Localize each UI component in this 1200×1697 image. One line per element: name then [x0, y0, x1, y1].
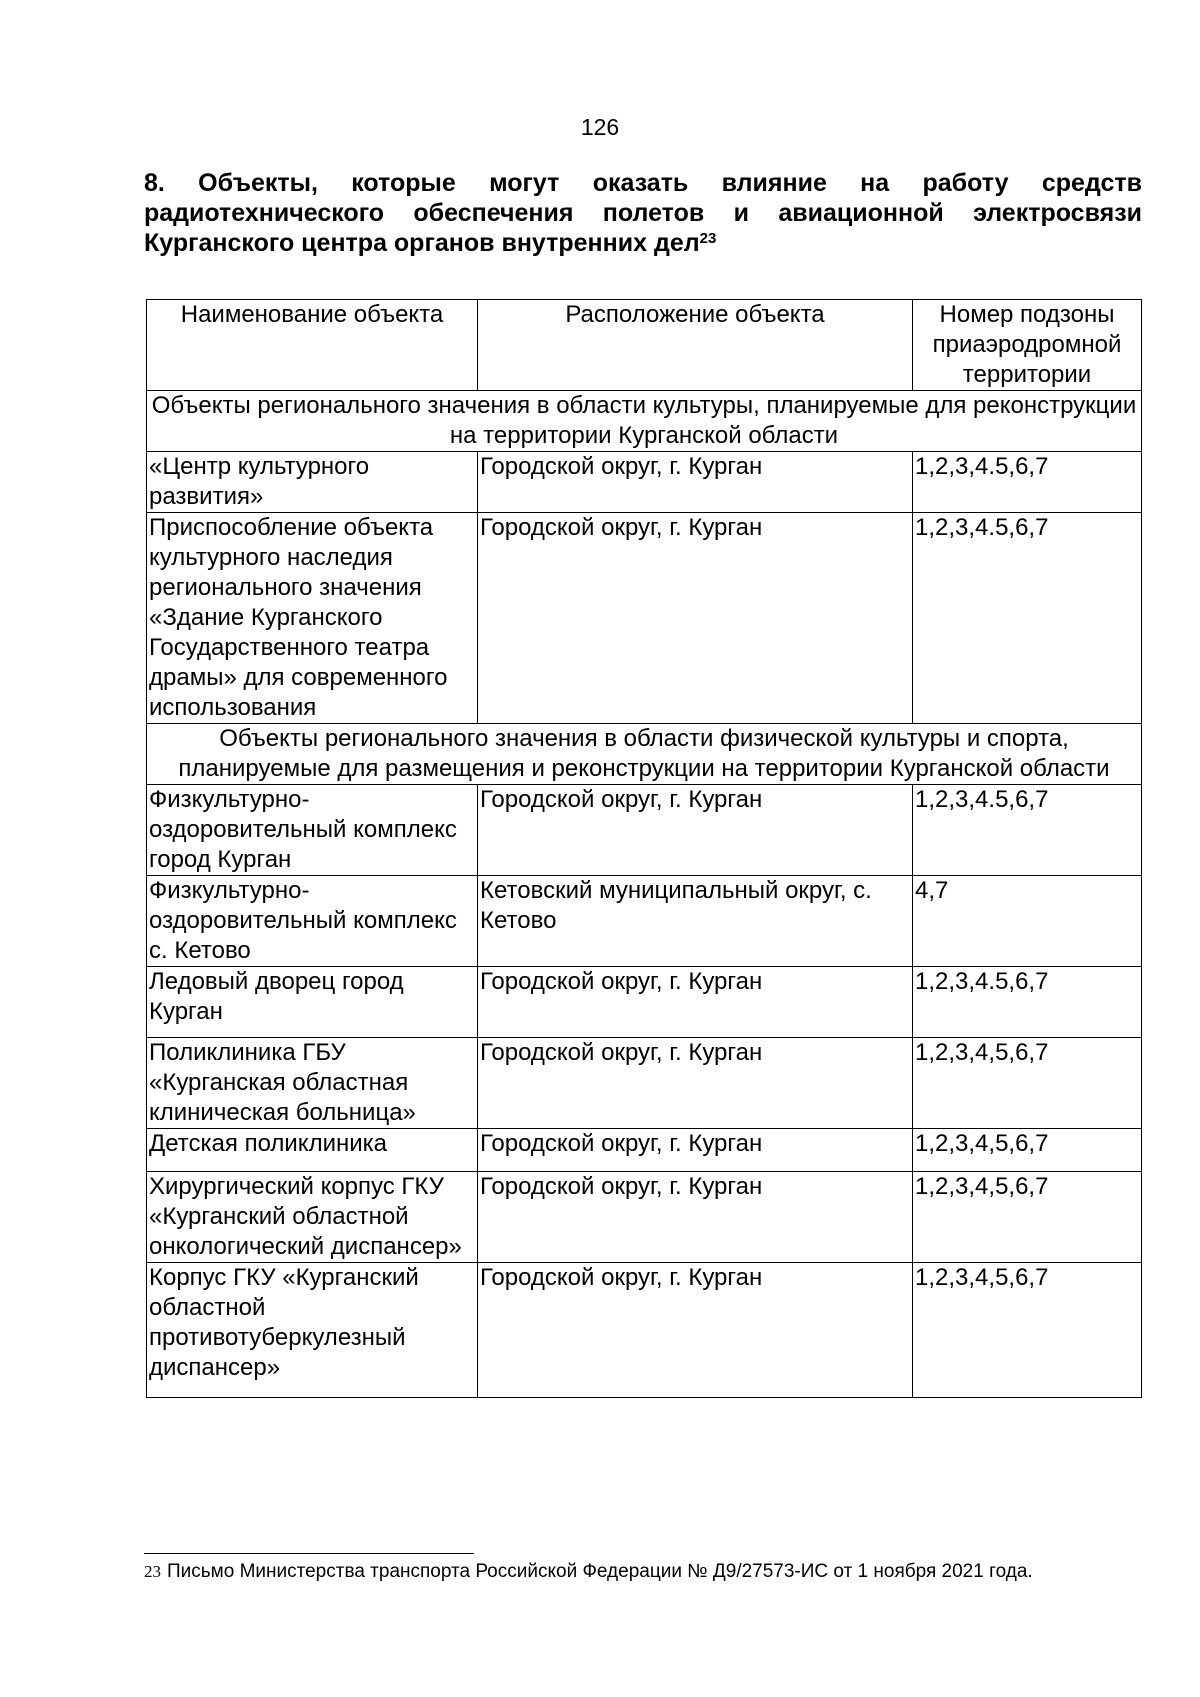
cell-object-name: Ледовый дворец город Курган — [147, 967, 478, 1038]
cell-object-location: Городской округ, г. Курган — [478, 513, 913, 724]
header-object-location: Расположение объекта — [478, 300, 913, 391]
table-row — [147, 876, 1142, 967]
objects-table — [146, 299, 1142, 1398]
footnote — [144, 1560, 1144, 1584]
table-row — [147, 452, 1142, 513]
table-row — [147, 785, 1142, 876]
cell-object-location: Городской округ, г. Курган — [478, 1129, 913, 1172]
cell-subzone: 1,2,3,4.5,6,7 — [913, 785, 1142, 876]
section-row — [147, 391, 1142, 452]
cell-object-location: Городской округ, г. Курган — [478, 1263, 913, 1398]
table-row — [147, 967, 1142, 1038]
cell-subzone: 1,2,3,4.5,6,7 — [913, 452, 1142, 513]
cell-object-location: Городской округ, г. Курган — [478, 1172, 913, 1263]
cell-subzone: 1,2,3,4.5,6,7 — [913, 967, 1142, 1038]
cell-subzone: 1,2,3,4,5,6,7 — [913, 1263, 1142, 1398]
header-subzone-number: Номер подзоны приаэродромной территории — [913, 300, 1142, 391]
table-row — [147, 513, 1142, 724]
cell-object-location: Городской округ, г. Курган — [478, 452, 913, 513]
footnote-ref: 23 — [699, 230, 717, 247]
header-object-name: Наименование объекта — [147, 300, 478, 391]
cell-object-name: Поликлиника ГБУ «Курганская областная клиническая больница» — [147, 1038, 478, 1129]
section-title-culture: Объекты регионального значения в области культуры, планируемые для реконструкции на территории Курганской области — [147, 391, 1142, 452]
cell-object-name: Корпус ГКУ «Курганский областной противотуберкулезный диспансер» — [147, 1263, 478, 1398]
cell-object-name: «Центр культурного развития» — [147, 452, 478, 513]
cell-subzone: 4,7 — [913, 876, 1142, 967]
table-row — [147, 1038, 1142, 1129]
cell-object-name: Физкультурно-оздоровительный комплекс с. Кетово — [147, 876, 478, 967]
section-row — [147, 724, 1142, 785]
page-number: 126 — [580, 114, 620, 140]
section-title-sport: Объекты регионального значения в области физической культуры и спорта, планируемые для размещения и реконструкции на территории Курганской области — [147, 724, 1142, 785]
heading-text: 8. Объекты, которые могут оказать влияние на работу средств радиотехнического обеспечения полетов и авиационной электросвязи Курганского центра органов внутренних дел — [144, 169, 1142, 257]
table-row — [147, 1129, 1142, 1172]
cell-object-name: Детская поликлиника — [147, 1129, 478, 1172]
cell-subzone: 1,2,3,4,5,6,7 — [913, 1172, 1142, 1263]
table-row — [147, 1172, 1142, 1263]
cell-object-name: Приспособление объекта культурного наследия регионального значения «Здание Курганского Государственного театра драмы» для современного использования — [147, 513, 478, 724]
footnote-divider — [144, 1553, 474, 1554]
cell-subzone: 1,2,3,4,5,6,7 — [913, 1129, 1142, 1172]
cell-object-name: Физкультурно-оздоровительный комплекс город Курган — [147, 785, 478, 876]
section-heading — [144, 168, 1142, 258]
cell-subzone: 1,2,3,4,5,6,7 — [913, 1038, 1142, 1129]
cell-object-location: Кетовский муниципальный округ, с. Кетово — [478, 876, 913, 967]
cell-object-name: Хирургический корпус ГКУ «Курганский областной онкологический диспансер» — [147, 1172, 478, 1263]
cell-subzone: 1,2,3,4.5,6,7 — [913, 513, 1142, 724]
cell-object-location: Городской округ, г. Курган — [478, 785, 913, 876]
footnote-text: Письмо Министерства транспорта Российской Федерации № Д9/27573-ИС от 1 ноября 2021 года. — [167, 1561, 1033, 1582]
table-header-row — [147, 300, 1142, 391]
footnote-mark: 23 — [144, 1562, 161, 1581]
cell-object-location: Городской округ, г. Курган — [478, 967, 913, 1038]
table-row — [147, 1263, 1142, 1398]
cell-object-location: Городской округ, г. Курган — [478, 1038, 913, 1129]
